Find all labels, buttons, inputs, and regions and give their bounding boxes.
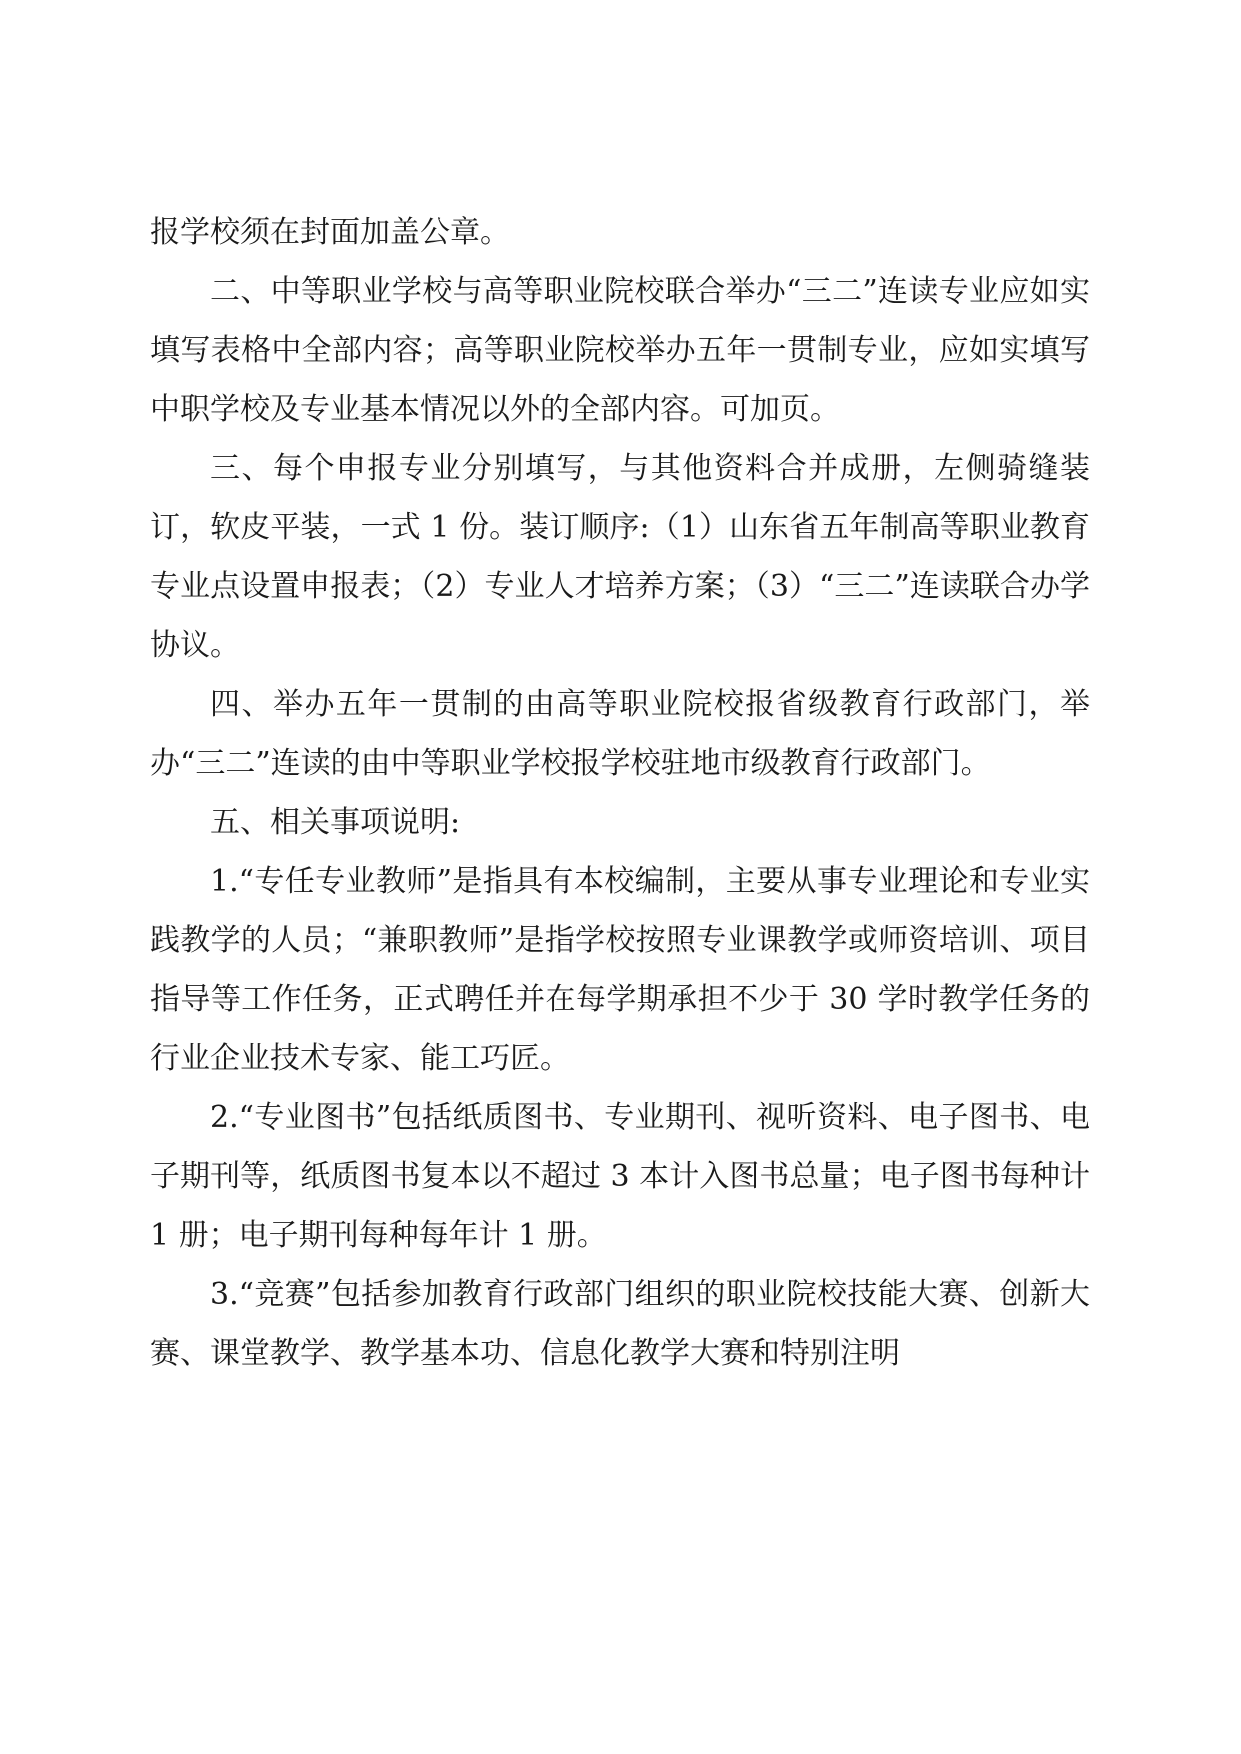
document-body xyxy=(150,203,1090,1383)
paragraph-item-4: 四、举办五年一贯制的由高等职业院校报省级教育行政部门，举办“三二”连读的由中等职业学校报学校驻地市级教育行政部门。 xyxy=(150,687,1090,781)
paragraph-continuation: 报学校须在封面加盖公章。 xyxy=(150,215,510,250)
paragraph-item-2: 二、中等职业学校与高等职业院校联合举办“三二”连读专业应如实填写表格中全部内容；高等职业院校举办五年一贯制专业，应如实填写中职学校及专业基本情况以外的全部内容。可加页。 xyxy=(150,274,1090,427)
paragraph-note-2: 2.“专业图书”包括纸质图书、专业期刊、视听资料、电子图书、电子期刊等，纸质图书复本以不超过 3 本计入图书总量；电子图书每种计 1 册；电子期刊每种每年计 1 册。 xyxy=(150,1100,1090,1253)
paragraph-item-5-heading: 五、相关事项说明: xyxy=(210,805,461,840)
paragraph-note-1: 1.“专任专业教师”是指具有本校编制，主要从事专业理论和专业实践教学的人员；“兼职教师”是指学校按照专业课教学或师资培训、项目指导等工作任务，正式聘任并在每学期承担不少于 30 学时教学任务的行业企业技术专家、能工巧匠。 xyxy=(150,864,1090,1076)
paragraph-item-3: 三、每个申报专业分别填写，与其他资料合并成册，左侧骑缝装订，软皮平装，一式 1 份。装订顺序:（1）山东省五年制高等职业教育专业点设置申报表；（2）专业人才培养方案；（3）“三二”连读联合办学协议。 xyxy=(150,451,1090,663)
paragraph-note-3: 3.“竞赛”包括参加教育行政部门组织的职业院校技能大赛、创新大赛、课堂教学、教学基本功、信息化教学大赛和特别注明 xyxy=(150,1277,1090,1371)
